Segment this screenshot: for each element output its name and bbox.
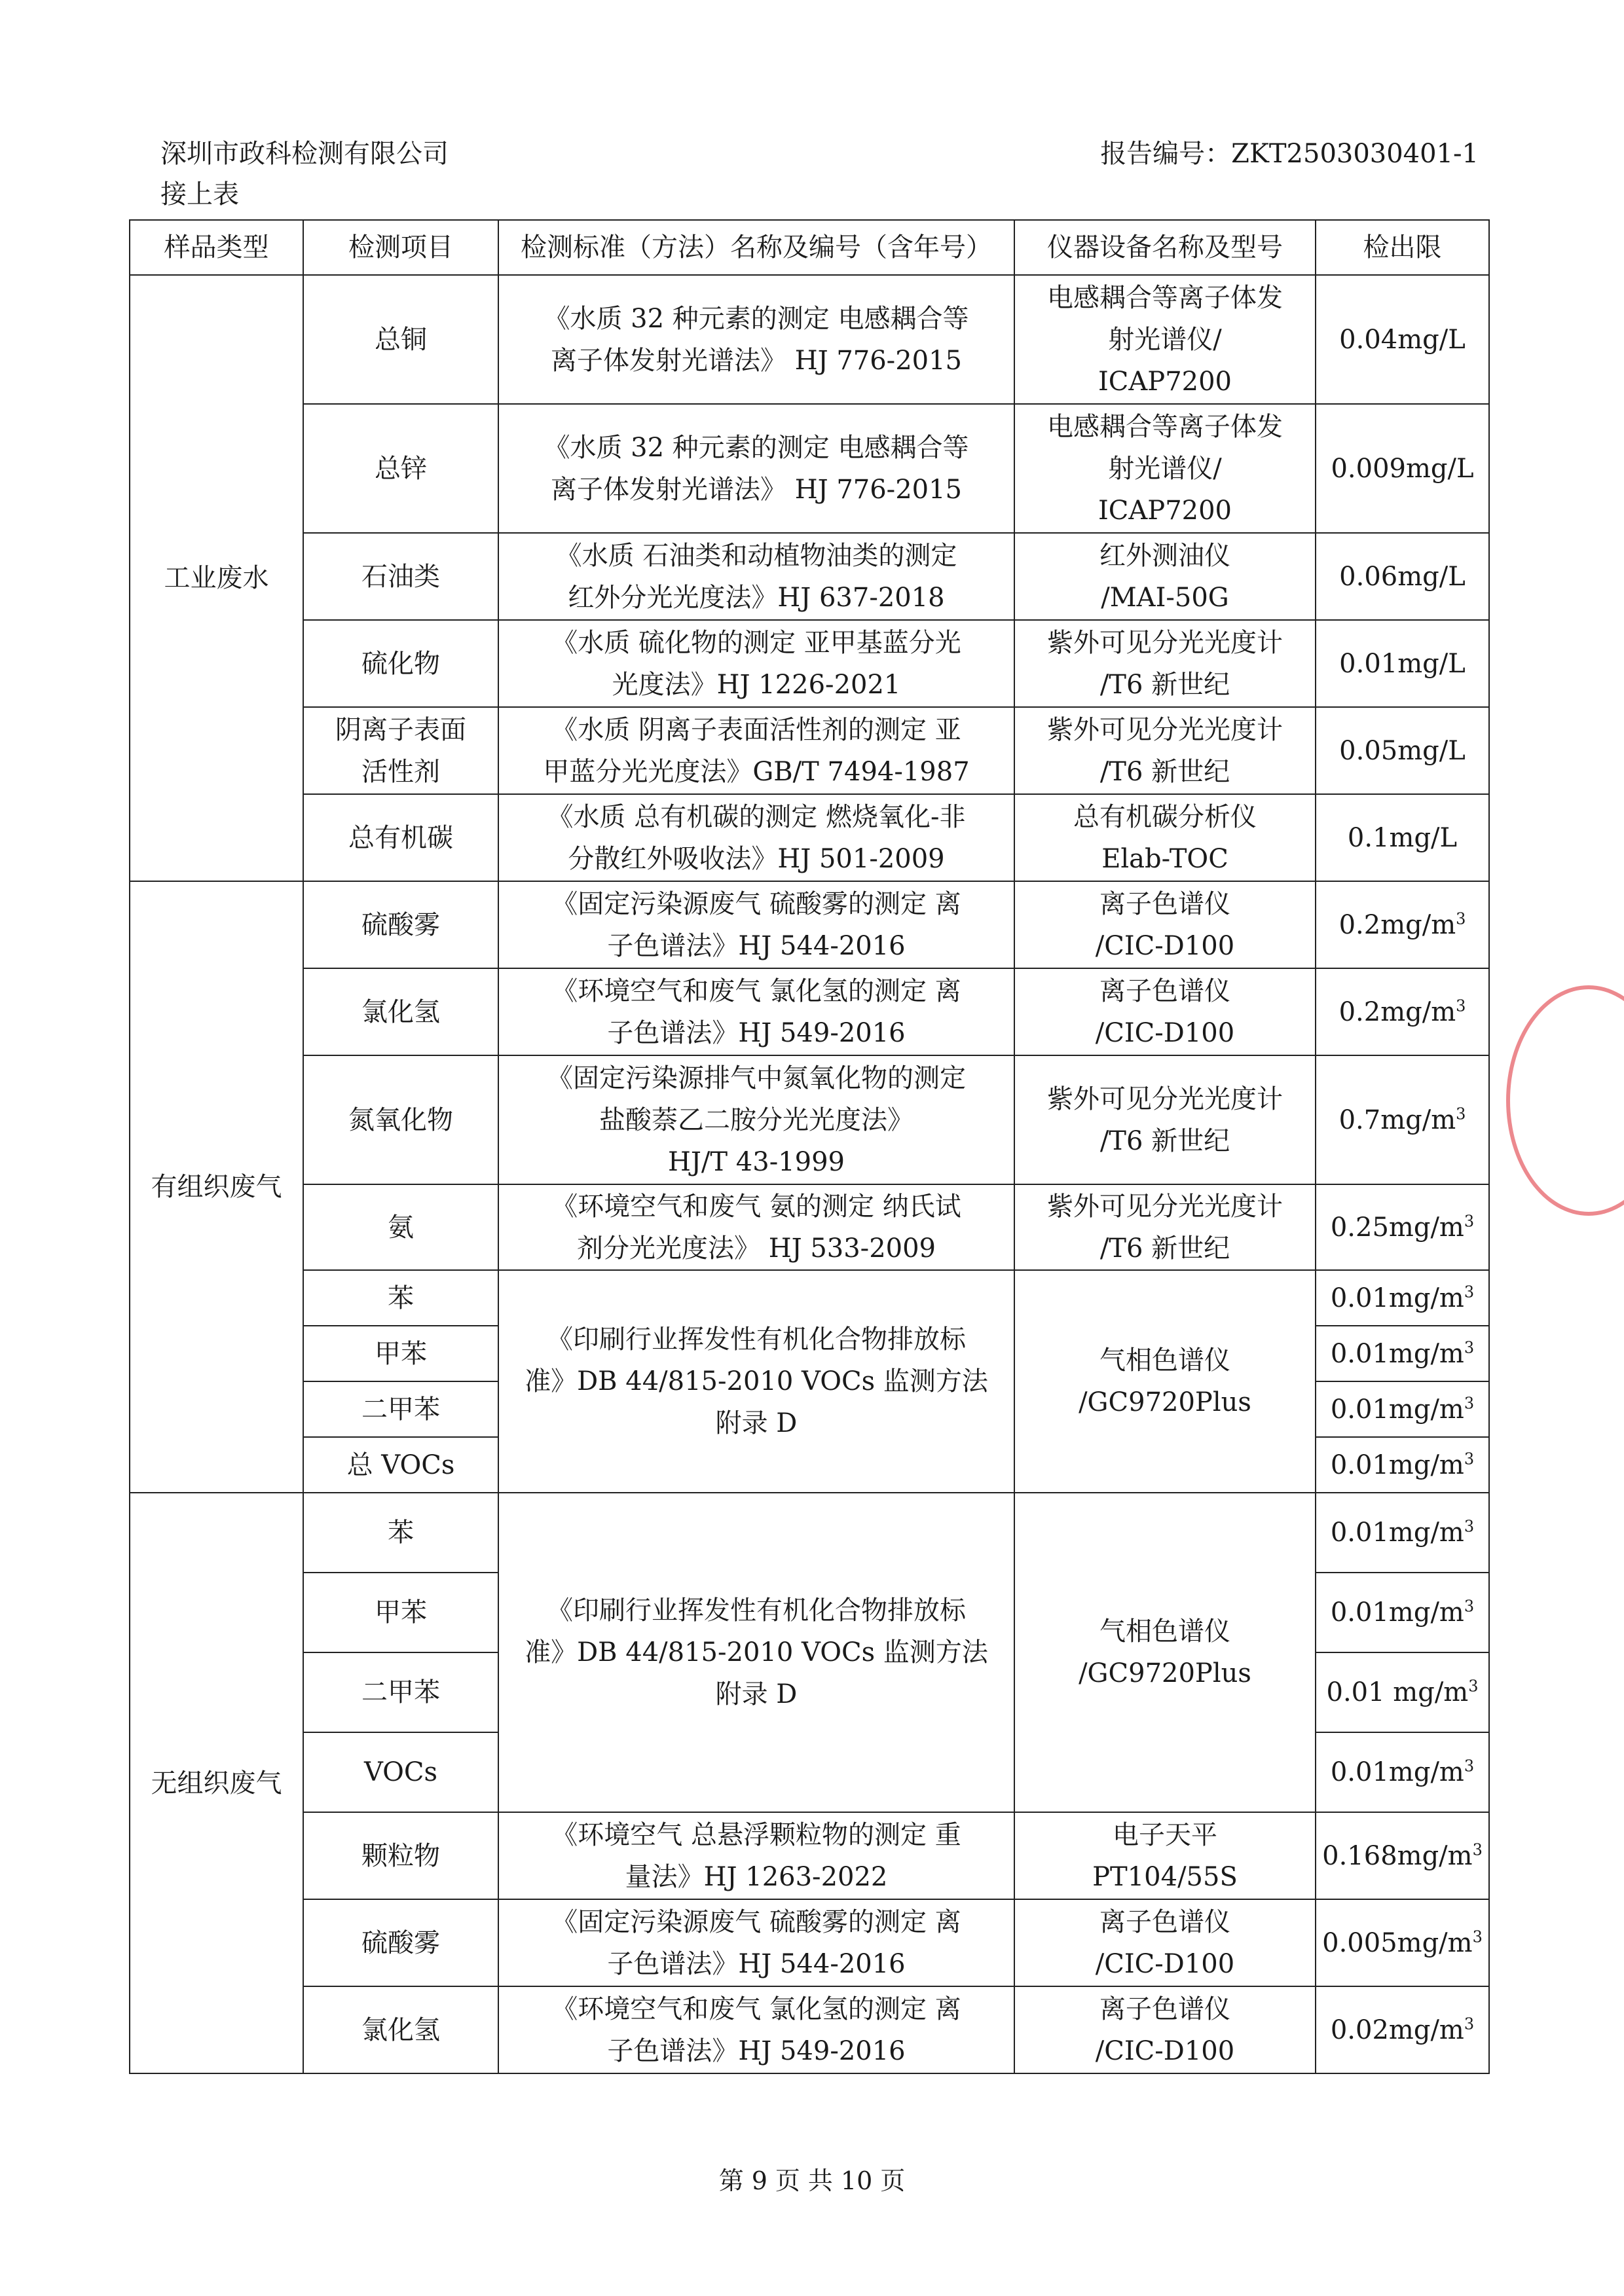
detection-limit: 0.06mg/L bbox=[1316, 533, 1489, 620]
method-standard: 《印刷行业挥发性有机化合物排放标 准》DB 44/815-2010 VOCs 监测方法 附录 D bbox=[498, 1270, 1014, 1493]
test-item: 苯 bbox=[303, 1493, 498, 1573]
detection-limit: $0.01mg/m^3$ bbox=[1316, 1573, 1489, 1652]
instrument: 红外测油仪 /MAI-50G bbox=[1014, 533, 1316, 620]
method-standard: 《水质 32 种元素的测定 电感耦合等 离子体发射光谱法》 HJ 776-2015 bbox=[498, 404, 1014, 533]
detection-limit: 0.01 $mg/m^3$ bbox=[1316, 1652, 1489, 1732]
instrument: 电感耦合等离子体发 射光谱仪/ ICAP7200 bbox=[1014, 275, 1316, 404]
instrument: 电感耦合等离子体发 射光谱仪/ ICAP7200 bbox=[1014, 404, 1316, 533]
table-row bbox=[130, 533, 1489, 620]
table-row bbox=[130, 794, 1489, 881]
test-item: 二甲苯 bbox=[303, 1652, 498, 1732]
group-unorganized-exhaust: 无组织废气 bbox=[130, 1493, 303, 2073]
detection-limit: $0.2mg/m^3$ bbox=[1316, 881, 1489, 968]
test-item: 氯化氢 bbox=[303, 968, 498, 1055]
test-item: 总有机碳 bbox=[303, 794, 498, 881]
seal-stamp bbox=[1506, 985, 1624, 1216]
method-standard: 《环境空气 总悬浮颗粒物的测定 重 量法》HJ 1263-2022 bbox=[498, 1812, 1014, 1899]
test-item: 甲苯 bbox=[303, 1326, 498, 1381]
table-row bbox=[130, 1184, 1489, 1270]
method-standard: 《环境空气和废气 氯化氢的测定 离 子色谱法》HJ 549-2016 bbox=[498, 1986, 1014, 2073]
instrument: 气相色谱仪 /GC9720Plus bbox=[1014, 1270, 1316, 1493]
instrument: 紫外可见分光光度计 /T6 新世纪 bbox=[1014, 1184, 1316, 1270]
instrument: 电子天平 PT104/55S bbox=[1014, 1812, 1316, 1899]
method-standard: 《水质 阴离子表面活性剂的测定 亚 甲蓝分光光度法》GB/T 7494-1987 bbox=[498, 707, 1014, 794]
table-row bbox=[130, 620, 1489, 707]
method-standard: 《固定污染源废气 硫酸雾的测定 离 子色谱法》HJ 544-2016 bbox=[498, 881, 1014, 968]
detection-limit: $0.02mg/m^3$ bbox=[1316, 1986, 1489, 2073]
test-item: 硫酸雾 bbox=[303, 1899, 498, 1986]
group-organized-exhaust: 有组织废气 bbox=[130, 881, 303, 1493]
table-row bbox=[130, 968, 1489, 1055]
detection-limit: $0.01mg/m^3$ bbox=[1316, 1381, 1489, 1437]
method-standard: 《固定污染源废气 硫酸雾的测定 离 子色谱法》HJ 544-2016 bbox=[498, 1899, 1014, 1986]
table-row bbox=[130, 1812, 1489, 1899]
method-standard: 《水质 32 种元素的测定 电感耦合等 离子体发射光谱法》 HJ 776-2015 bbox=[498, 275, 1014, 404]
method-standard: 《印刷行业挥发性有机化合物排放标 准》DB 44/815-2010 VOCs 监测方法 附录 D bbox=[498, 1493, 1014, 1812]
detection-limit: $0.01mg/m^3$ bbox=[1316, 1437, 1489, 1493]
test-methods-table bbox=[129, 219, 1490, 2074]
test-item: 总锌 bbox=[303, 404, 498, 533]
detection-limit: $0.01mg/m^3$ bbox=[1316, 1326, 1489, 1381]
test-item: 甲苯 bbox=[303, 1573, 498, 1652]
col-header-sample-type: 样品类型 bbox=[130, 220, 303, 275]
table-row bbox=[130, 1055, 1489, 1184]
detection-limit: $0.005mg/m^3$ bbox=[1316, 1899, 1489, 1986]
col-header-instrument: 仪器设备名称及型号 bbox=[1014, 220, 1316, 275]
test-item: 石油类 bbox=[303, 533, 498, 620]
test-item: 硫酸雾 bbox=[303, 881, 498, 968]
test-item: 硫化物 bbox=[303, 620, 498, 707]
table-row bbox=[130, 1986, 1489, 2073]
instrument: 离子色谱仪 /CIC-D100 bbox=[1014, 881, 1316, 968]
test-item: 氯化氢 bbox=[303, 1986, 498, 2073]
test-item: 总 VOCs bbox=[303, 1437, 498, 1493]
detection-limit: 0.04mg/L bbox=[1316, 275, 1489, 404]
test-item: 氨 bbox=[303, 1184, 498, 1270]
table-row bbox=[130, 275, 1489, 404]
table-row bbox=[130, 707, 1489, 794]
detection-limit: $0.01mg/m^3$ bbox=[1316, 1493, 1489, 1573]
test-item: 总铜 bbox=[303, 275, 498, 404]
instrument: 总有机碳分析仪 Elab-TOC bbox=[1014, 794, 1316, 881]
col-header-standard: 检测标准（方法）名称及编号（含年号） bbox=[498, 220, 1014, 275]
detection-limit: 0.009mg/L bbox=[1316, 404, 1489, 533]
method-standard: 《环境空气和废气 氯化氢的测定 离 子色谱法》HJ 549-2016 bbox=[498, 968, 1014, 1055]
instrument: 气相色谱仪 /GC9720Plus bbox=[1014, 1493, 1316, 1812]
table-header-row bbox=[130, 220, 1489, 275]
report-number: 报告编号：ZKT2503030401-1 bbox=[1100, 139, 1479, 169]
detection-limit: $0.168mg/m^3$ bbox=[1316, 1812, 1489, 1899]
test-item: 氮氧化物 bbox=[303, 1055, 498, 1184]
instrument: 紫外可见分光光度计 /T6 新世纪 bbox=[1014, 620, 1316, 707]
method-standard: 《水质 硫化物的测定 亚甲基蓝分光 光度法》HJ 1226-2021 bbox=[498, 620, 1014, 707]
method-standard: 《固定污染源排气中氮氧化物的测定 盐酸萘乙二胺分光光度法》 HJ/T 43-1999 bbox=[498, 1055, 1014, 1184]
detection-limit: $0.7mg/m^3$ bbox=[1316, 1055, 1489, 1184]
test-item: VOCs bbox=[303, 1732, 498, 1812]
instrument: 离子色谱仪 /CIC-D100 bbox=[1014, 1899, 1316, 1986]
method-standard: 《水质 石油类和动植物油类的测定 红外分光光度法》HJ 637-2018 bbox=[498, 533, 1014, 620]
test-item: 颗粒物 bbox=[303, 1812, 498, 1899]
group-industrial-wastewater: 工业废水 bbox=[130, 275, 303, 881]
continued-label: 接上表 bbox=[160, 179, 239, 210]
detection-limit: 0.01mg/L bbox=[1316, 620, 1489, 707]
table-row bbox=[130, 1899, 1489, 1986]
detection-limit: $0.01mg/m^3$ bbox=[1316, 1270, 1489, 1326]
col-header-detection-limit: 检出限 bbox=[1316, 220, 1489, 275]
table-row bbox=[130, 881, 1489, 968]
detection-limit: $0.2mg/m^3$ bbox=[1316, 968, 1489, 1055]
test-item: 阴离子表面 活性剂 bbox=[303, 707, 498, 794]
instrument: 离子色谱仪 /CIC-D100 bbox=[1014, 968, 1316, 1055]
detection-limit: 0.1mg/L bbox=[1316, 794, 1489, 881]
instrument: 离子色谱仪 /CIC-D100 bbox=[1014, 1986, 1316, 2073]
detection-limit: $0.01mg/m^3$ bbox=[1316, 1732, 1489, 1812]
method-standard: 《水质 总有机碳的测定 燃烧氧化-非 分散红外吸收法》HJ 501-2009 bbox=[498, 794, 1014, 881]
method-standard: 《环境空气和废气 氨的测定 纳氏试 剂分光光度法》 HJ 533-2009 bbox=[498, 1184, 1014, 1270]
instrument: 紫外可见分光光度计 /T6 新世纪 bbox=[1014, 707, 1316, 794]
test-item: 苯 bbox=[303, 1270, 498, 1326]
page-footer: 第 9 页 共 10 页 bbox=[718, 2166, 906, 2195]
instrument: 紫外可见分光光度计 /T6 新世纪 bbox=[1014, 1055, 1316, 1184]
company-name: 深圳市政科检测有限公司 bbox=[160, 139, 449, 169]
table-row bbox=[130, 1493, 1489, 1573]
test-item: 二甲苯 bbox=[303, 1381, 498, 1437]
page-total: 10 bbox=[840, 2166, 873, 2195]
detection-limit: 0.05mg/L bbox=[1316, 707, 1489, 794]
detection-limit: $0.25mg/m^3$ bbox=[1316, 1184, 1489, 1270]
table-row bbox=[130, 404, 1489, 533]
col-header-test-item: 检测项目 bbox=[303, 220, 498, 275]
table-row bbox=[130, 1270, 1489, 1326]
page-number: 9 bbox=[751, 2166, 767, 2195]
